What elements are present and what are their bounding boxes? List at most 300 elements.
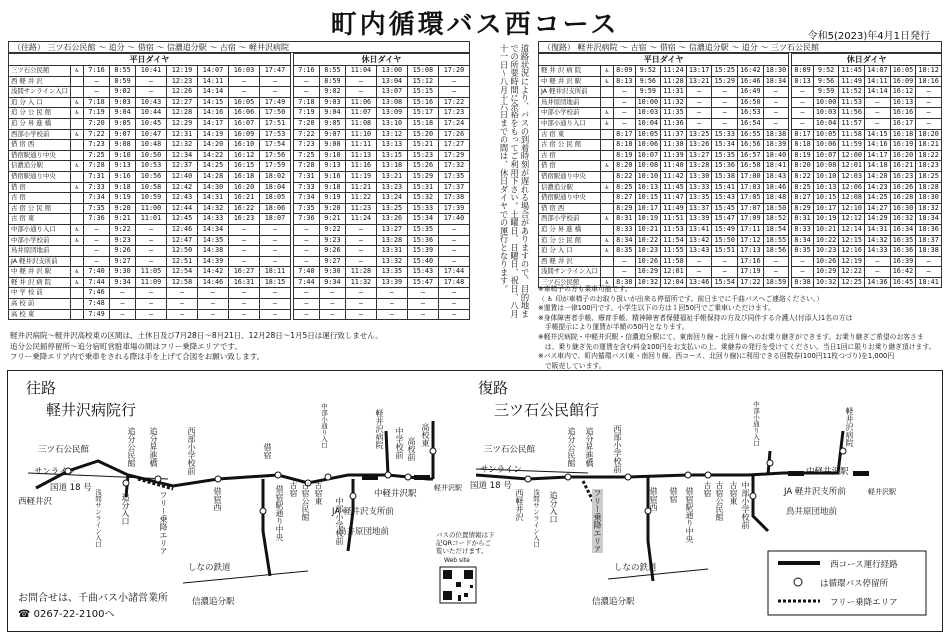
wheelchair-icon — [601, 140, 614, 151]
weekday-time: 11:39 — [661, 150, 687, 161]
weekday-time: 15:34 — [712, 140, 738, 151]
holiday-time: 18:25 — [916, 171, 942, 182]
holiday-time: 15:33 — [407, 203, 438, 214]
weekday-time: — — [259, 309, 290, 320]
weekday-time: — — [686, 256, 712, 267]
weekday-time: 9:27 — [110, 256, 136, 267]
weekday-time: 16:18 — [228, 171, 259, 182]
holiday-time: 13:13 — [376, 140, 407, 151]
web-site-label: Web site — [444, 557, 470, 564]
holiday-time: — — [865, 256, 891, 267]
weekday-time: 8:35 — [614, 246, 636, 257]
holiday-time: 12:12 — [839, 214, 865, 225]
weekday-time: 14:28 — [197, 171, 228, 182]
wheelchair-icon — [71, 203, 84, 214]
weekday-time: 7:48 — [84, 299, 110, 310]
weekday-time: 15:35 — [712, 150, 738, 161]
weekday-time: 13:17 — [686, 66, 712, 77]
holiday-time: — — [293, 288, 319, 299]
wheelchair-icon: ♿ — [601, 182, 614, 193]
holiday-time: — — [438, 76, 469, 87]
holiday-time: 16:19 — [890, 140, 916, 151]
holiday-time: 14:36 — [865, 277, 891, 288]
weekday-time: — — [136, 288, 167, 299]
holiday-time: 11:22 — [345, 193, 376, 204]
weekday-time: 16:27 — [228, 267, 259, 278]
holiday-time: 15:12 — [407, 76, 438, 87]
wheelchair-icon: ♿ — [71, 235, 84, 246]
weekday-time: — — [228, 288, 259, 299]
stop-name: 借宿駅通り中央 — [539, 171, 601, 182]
note-line: ※バス車内で、町内循環バス(東・南回り線、西コース、北回り線)に利用できる回数券(100円11枚つづり)を1,000円 — [538, 352, 895, 361]
note-line: ※運賃は一律100円です。小学生以下の方は１回50円でご乗車いただけます。 — [538, 304, 775, 313]
weekday-time: 7:16 — [84, 66, 110, 77]
holiday-time: 10:13 — [813, 182, 839, 193]
map-label-furujuku-higashi: 古宿東 — [314, 481, 323, 505]
holiday-time: 16:36 — [890, 246, 916, 257]
weekday-time: 16:15 — [228, 161, 259, 172]
weekday-time: — — [712, 97, 738, 108]
holiday-time: 13:27 — [376, 224, 407, 235]
weekday-time: 18:15 — [259, 277, 290, 288]
timetable-row — [539, 182, 942, 193]
weekday-time: 10:04 — [635, 118, 661, 129]
map-label-ja-inbound: JA 軽井沢支所前 — [784, 487, 846, 497]
weekday-time: 17:22 — [738, 277, 764, 288]
holiday-time: — — [376, 309, 407, 320]
weekday-time: 18:50 — [763, 203, 789, 214]
timetable-row — [9, 108, 470, 119]
weekday-time: 8:20 — [614, 161, 636, 172]
weekday-time: 14:19 — [197, 129, 228, 140]
stop-name: 中 軽 井 沢 駅 — [539, 76, 601, 87]
weekday-time: 15:43 — [712, 193, 738, 204]
stop-name: 古 宿 東 — [9, 214, 71, 225]
weekday-time: 17:05 — [738, 193, 764, 204]
weekday-time: 9:18 — [110, 182, 136, 193]
map-label-shoshinbashi-inbound: 追分昇進橋 — [585, 427, 594, 467]
weekday-time: 13:42 — [686, 235, 712, 246]
weekday-time: 12:23 — [167, 76, 198, 87]
map-label-furujuku-kominkan-inbound: 古宿公民館 — [715, 481, 724, 521]
holiday-time: 11:58 — [839, 129, 865, 140]
holiday-time: 15:20 — [407, 129, 438, 140]
weekday-time: 7:25 — [84, 150, 110, 161]
map-label-oiwake-iriguchi-inbound: 追分入口 — [549, 491, 558, 523]
holiday-time: 16:45 — [890, 277, 916, 288]
holiday-time: 18:22 — [916, 150, 942, 161]
weekday-time: 14:25 — [197, 161, 228, 172]
weekday-time: 15:49 — [712, 224, 738, 235]
weekday-time: 12:29 — [167, 118, 198, 129]
weekday-time: 14:39 — [197, 256, 228, 267]
wheelchair-icon — [601, 224, 614, 235]
weekday-time: 12:54 — [167, 267, 198, 278]
map-label-karijuku-nishi-inbound: 借宿西 — [649, 487, 658, 511]
timetable-row — [539, 224, 942, 235]
holiday-time: 11:59 — [839, 140, 865, 151]
notes-right — [538, 285, 942, 371]
inbound-weekday-header: 平日ダイヤ — [539, 54, 789, 66]
weekday-time: 14:34 — [197, 224, 228, 235]
holiday-time: — — [792, 108, 814, 119]
weekday-time: 8:29 — [614, 203, 636, 214]
holiday-time: 17:48 — [438, 277, 469, 288]
weekday-time: — — [686, 87, 712, 98]
weekday-time: 14:35 — [197, 235, 228, 246]
holiday-time: 9:22 — [319, 224, 345, 235]
wheelchair-icon — [71, 299, 84, 310]
weekday-time: 18:11 — [259, 267, 290, 278]
weekday-time: 14:07 — [197, 66, 228, 77]
holiday-time: 15:35 — [407, 224, 438, 235]
weekday-time: 16:03 — [228, 66, 259, 77]
holiday-time: 15:36 — [407, 235, 438, 246]
timetable-row — [539, 97, 942, 108]
holiday-time: 11:56 — [839, 108, 865, 119]
weekday-time: 14:16 — [197, 108, 228, 119]
map-label-ja: JA 軽井沢支所前 — [332, 507, 394, 517]
weekday-time: 16:50 — [738, 97, 764, 108]
holiday-time: 13:32 — [376, 256, 407, 267]
weekday-time: 18:55 — [763, 235, 789, 246]
holiday-time: 16:12 — [890, 87, 916, 98]
map-label-shoshinbashi: 追分昇進橋 — [149, 427, 158, 467]
stop-name: 追 分 入 口 — [539, 246, 601, 257]
timetable-row — [539, 246, 942, 257]
weekday-time: 12:04 — [661, 277, 687, 288]
weekday-time: — — [686, 267, 712, 278]
holiday-time: 12:16 — [839, 246, 865, 257]
weekday-time: — — [228, 309, 259, 320]
timetable-row — [9, 203, 470, 214]
weekday-time: — — [136, 256, 167, 267]
weekday-time: 16:07 — [228, 118, 259, 129]
holiday-time: 8:17 — [792, 129, 814, 140]
weekday-time: 10:59 — [136, 193, 167, 204]
holiday-time: 15:32 — [407, 193, 438, 204]
holiday-time: — — [407, 299, 438, 310]
weekday-time: 10:19 — [635, 214, 661, 225]
weekday-time: 17:13 — [738, 246, 764, 257]
notes-left — [10, 331, 383, 363]
map-label-chubu: 中部小学校前 — [335, 497, 344, 545]
weekday-time: 14:22 — [197, 150, 228, 161]
holiday-time: 16:28 — [890, 193, 916, 204]
weekday-time: 11:09 — [136, 277, 167, 288]
holiday-time: 18:32 — [916, 203, 942, 214]
holiday-time: 9:10 — [319, 150, 345, 161]
weekday-time: — — [110, 309, 136, 320]
weekday-time: — — [763, 267, 789, 278]
weekday-time: 16:53 — [738, 108, 764, 119]
stop-name: 鳥井原団地前 — [9, 246, 71, 257]
holiday-time: — — [865, 118, 891, 129]
holiday-time: 17:24 — [438, 118, 469, 129]
holiday-time: — — [865, 267, 891, 278]
timetable-row — [539, 203, 942, 214]
holiday-time: 7:22 — [293, 129, 319, 140]
holiday-time: — — [438, 87, 469, 98]
weekday-time: 7:19 — [84, 108, 110, 119]
weekday-time: 8:13 — [614, 76, 636, 87]
holiday-time: — — [293, 224, 319, 235]
map-label-karijuku-nishi: 借宿西 — [213, 487, 222, 511]
weekday-time: — — [614, 256, 636, 267]
holiday-time: — — [438, 299, 469, 310]
holiday-time: 7:20 — [293, 118, 319, 129]
holiday-time: 14:33 — [865, 246, 891, 257]
weekday-time: 10:10 — [635, 171, 661, 182]
weekday-time: 8:22 — [614, 171, 636, 182]
wheelchair-icon: ♿ — [71, 66, 84, 77]
weekday-time: 9:22 — [110, 224, 136, 235]
holiday-time: 14:31 — [865, 224, 891, 235]
holiday-time: 10:23 — [813, 246, 839, 257]
map-label-chubu-inbound: 中部小学校前 — [741, 481, 750, 529]
holiday-time: — — [438, 224, 469, 235]
timetable-row — [9, 288, 470, 299]
weekday-time: 8:17 — [614, 129, 636, 140]
wheelchair-icon: ♿ — [71, 97, 84, 108]
map-label-free-area: フリー乗降エリア — [159, 491, 168, 555]
weekday-time: — — [614, 118, 636, 129]
weekday-time: 18:05 — [259, 193, 290, 204]
weekday-time: — — [686, 108, 712, 119]
weekday-time: — — [614, 87, 636, 98]
holiday-time: 16:05 — [890, 66, 916, 77]
map-label-oiwake-kominkan-inbound: 追分公民館 — [567, 427, 576, 467]
holiday-time: 9:05 — [319, 118, 345, 129]
weekday-time: 16:12 — [228, 150, 259, 161]
inbound-map-destination: 三ツ石公民館行 — [494, 401, 600, 419]
holiday-time: 11:10 — [345, 129, 376, 140]
weekday-time: 10:13 — [635, 182, 661, 193]
timetable-row — [539, 140, 942, 151]
weekday-time: 11:24 — [661, 66, 687, 77]
holiday-time: 13:39 — [376, 277, 407, 288]
weekday-time: 11:01 — [136, 214, 167, 225]
holiday-time: — — [438, 256, 469, 267]
wheelchair-icon: ♿ — [71, 267, 84, 278]
holiday-time: 12:03 — [839, 171, 865, 182]
weekday-time: 16:55 — [738, 129, 764, 140]
weekday-time: — — [84, 256, 110, 267]
map-label-karijuku-inbound: 借宿 — [669, 487, 678, 503]
weekday-time: — — [763, 118, 789, 129]
weekday-time: — — [136, 224, 167, 235]
holiday-time: 10:19 — [813, 214, 839, 225]
holiday-time: 17:32 — [438, 161, 469, 172]
weekday-time: — — [712, 118, 738, 129]
weekday-time: 17:47 — [259, 66, 290, 77]
map-label-national18-inbound: 国道 18 号 — [470, 481, 512, 491]
weekday-time: 14:30 — [197, 182, 228, 193]
holiday-time: 18:37 — [916, 235, 942, 246]
holiday-time: 13:12 — [376, 129, 407, 140]
note-line: フリー乗降エリア内で乗車をされる際は手を上げて合図をお願い致します。 — [10, 352, 265, 361]
stop-name: 古 宿 東 — [539, 129, 601, 140]
weekday-time: 13:43 — [686, 246, 712, 257]
holiday-time: 15:16 — [407, 97, 438, 108]
weekday-time: 16:20 — [228, 182, 259, 193]
holiday-time: — — [916, 108, 942, 119]
weekday-time: 11:32 — [661, 97, 687, 108]
weekday-time: — — [686, 118, 712, 129]
holiday-time: 10:15 — [813, 193, 839, 204]
weekday-time: 13:25 — [686, 129, 712, 140]
holiday-time: 17:20 — [438, 66, 469, 77]
timetable-row — [9, 309, 470, 320]
weekday-time: 18:54 — [763, 224, 789, 235]
weekday-time: 15:51 — [712, 246, 738, 257]
stop-name: 信濃追分駅 — [9, 161, 71, 172]
weekday-time: 16:31 — [228, 277, 259, 288]
holiday-time: — — [345, 87, 376, 98]
weekday-time: 18:52 — [763, 214, 789, 225]
holiday-time: 8:09 — [792, 66, 814, 77]
holiday-time: 8:22 — [792, 171, 814, 182]
weekday-time: 16:23 — [228, 214, 259, 225]
weekday-time: 13:26 — [686, 140, 712, 151]
weekday-time: 9:19 — [110, 193, 136, 204]
stop-name: 借 宿 西 — [539, 203, 601, 214]
outbound-map-title: 往路 — [26, 379, 57, 397]
holiday-time: 10:04 — [813, 118, 839, 129]
weekday-time: 9:56 — [635, 76, 661, 87]
holiday-time: 14:18 — [865, 161, 891, 172]
contact-phone: ☎ 0267-22-2100へ — [18, 609, 115, 620]
holiday-time: 9:56 — [813, 76, 839, 87]
timetable-row — [539, 161, 942, 172]
holiday-time: 14:07 — [865, 66, 891, 77]
weekday-time: — — [614, 97, 636, 108]
stop-name: 西部小学校前 — [9, 129, 71, 140]
weekday-time: 9:08 — [110, 140, 136, 151]
stop-name: 追 分 公 民 館 — [9, 108, 71, 119]
weekday-time: 9:16 — [110, 171, 136, 182]
weekday-time: 13:33 — [686, 182, 712, 193]
outbound-weekday-header: 平日ダイヤ — [9, 54, 291, 66]
weekday-time: — — [136, 76, 167, 87]
timetable-row — [9, 140, 470, 151]
holiday-time: — — [293, 235, 319, 246]
holiday-time: — — [916, 267, 942, 278]
weekday-time: 10:32 — [635, 277, 661, 288]
weekday-time: 9:04 — [110, 108, 136, 119]
holiday-time: 11:16 — [345, 161, 376, 172]
stop-name: 浅間サンライン入口 — [539, 267, 601, 278]
holiday-time: 16:17 — [890, 118, 916, 129]
holiday-time: 10:08 — [813, 161, 839, 172]
wheelchair-icon: ♿ — [601, 235, 614, 246]
timetable-row — [9, 193, 470, 204]
weekday-time: 15:41 — [712, 182, 738, 193]
wheelchair-icon — [601, 129, 614, 140]
timetable-row — [539, 150, 942, 161]
weekday-time: 18:41 — [763, 161, 789, 172]
timetable-row — [539, 267, 942, 278]
holiday-time: 16:23 — [890, 171, 916, 182]
weekday-time: 18:30 — [763, 66, 789, 77]
map-label-nishikaruizawa: 西軽井沢 — [18, 497, 53, 507]
weekday-time: 10:22 — [635, 235, 661, 246]
holiday-time: 16:16 — [890, 108, 916, 119]
weekday-time: 18:59 — [763, 277, 789, 288]
holiday-time: 7:18 — [293, 97, 319, 108]
stop-name: 借宿駅通り中央 — [9, 171, 71, 182]
holiday-time: 11:08 — [345, 118, 376, 129]
map-label-nakakaruizawa-inbound: 中軽井沢駅 — [806, 467, 849, 477]
inbound-table — [538, 53, 942, 288]
weekday-time: 17:07 — [738, 203, 764, 214]
holiday-time: 15:34 — [407, 214, 438, 225]
holiday-time: 7:44 — [293, 277, 319, 288]
weekday-time: — — [712, 267, 738, 278]
weekday-time: 13:35 — [686, 193, 712, 204]
weekday-time: — — [259, 288, 290, 299]
holiday-time: 9:59 — [813, 87, 839, 98]
holiday-time: — — [345, 256, 376, 267]
weekday-time: 7:49 — [84, 309, 110, 320]
map-label-sunline-iriguchi: 浅間サンライン入口 — [94, 489, 102, 548]
stop-name: 借 宿 — [9, 182, 71, 193]
holiday-time: 12:06 — [839, 182, 865, 193]
stop-name: 浅間サンライン入口 — [9, 87, 71, 98]
weekday-time: 18:43 — [763, 171, 789, 182]
note-line: ※軽井沢病院・中軽井沢駅・信濃追分駅にて、東南回り線・北回り線へのお乗り継ぎができます。お乗り継ぎご希望のお客さま — [538, 332, 924, 341]
map-label-ekidori-inbound: 借宿駅通り中央 — [685, 487, 694, 543]
weekday-time: — — [686, 97, 712, 108]
stop-name: 古 宿 — [539, 150, 601, 161]
weekday-time: — — [84, 224, 110, 235]
weekday-time: 12:37 — [167, 161, 198, 172]
map-label-shinano-oiwake: 信濃追分駅 — [192, 597, 235, 607]
holiday-time: 16:34 — [890, 224, 916, 235]
weekday-time: — — [167, 309, 198, 320]
note-line: ※身体障害者手帳、療育手帳、精神障害者保健福祉手帳保持の方及び同伴する介護人(付添人)1名の方は — [538, 313, 853, 322]
weekday-time: 18:38 — [763, 129, 789, 140]
holiday-time: 16:09 — [890, 76, 916, 87]
holiday-time: 8:20 — [792, 161, 814, 172]
qr-note: バスの位置情報は下記QRコードからご覧いただけます。 — [436, 531, 495, 555]
weekday-time: 9:34 — [110, 277, 136, 288]
map-label-karijuku: 借宿 — [263, 443, 272, 459]
weekday-time: 7:20 — [84, 118, 110, 129]
holiday-time: 17:44 — [438, 267, 469, 278]
note-line: で販売しています。 — [538, 361, 606, 370]
holiday-time: 14:20 — [865, 171, 891, 182]
weekday-time: 9:20 — [110, 203, 136, 214]
stop-name: 三ツ石公民館 — [539, 277, 601, 288]
holiday-time: — — [438, 309, 469, 320]
weekday-time: 10:03 — [635, 108, 661, 119]
weekday-time: — — [228, 224, 259, 235]
holiday-time: — — [293, 256, 319, 267]
holiday-time: 18:34 — [916, 214, 942, 225]
timetable-row — [9, 161, 470, 172]
weekday-time: — — [259, 299, 290, 310]
weekday-time: 13:21 — [686, 76, 712, 87]
weekday-time: 10:23 — [635, 246, 661, 257]
holiday-time: 15:15 — [407, 87, 438, 98]
map-label-sunline-inbound: サンライン — [480, 465, 522, 475]
holiday-time: — — [376, 288, 407, 299]
weekday-time: 16:05 — [228, 97, 259, 108]
wheelchair-icon: ♿ — [71, 182, 84, 193]
stop-name: 高 校 東 — [9, 309, 71, 320]
wheelchair-icon: ♿ — [601, 76, 614, 87]
